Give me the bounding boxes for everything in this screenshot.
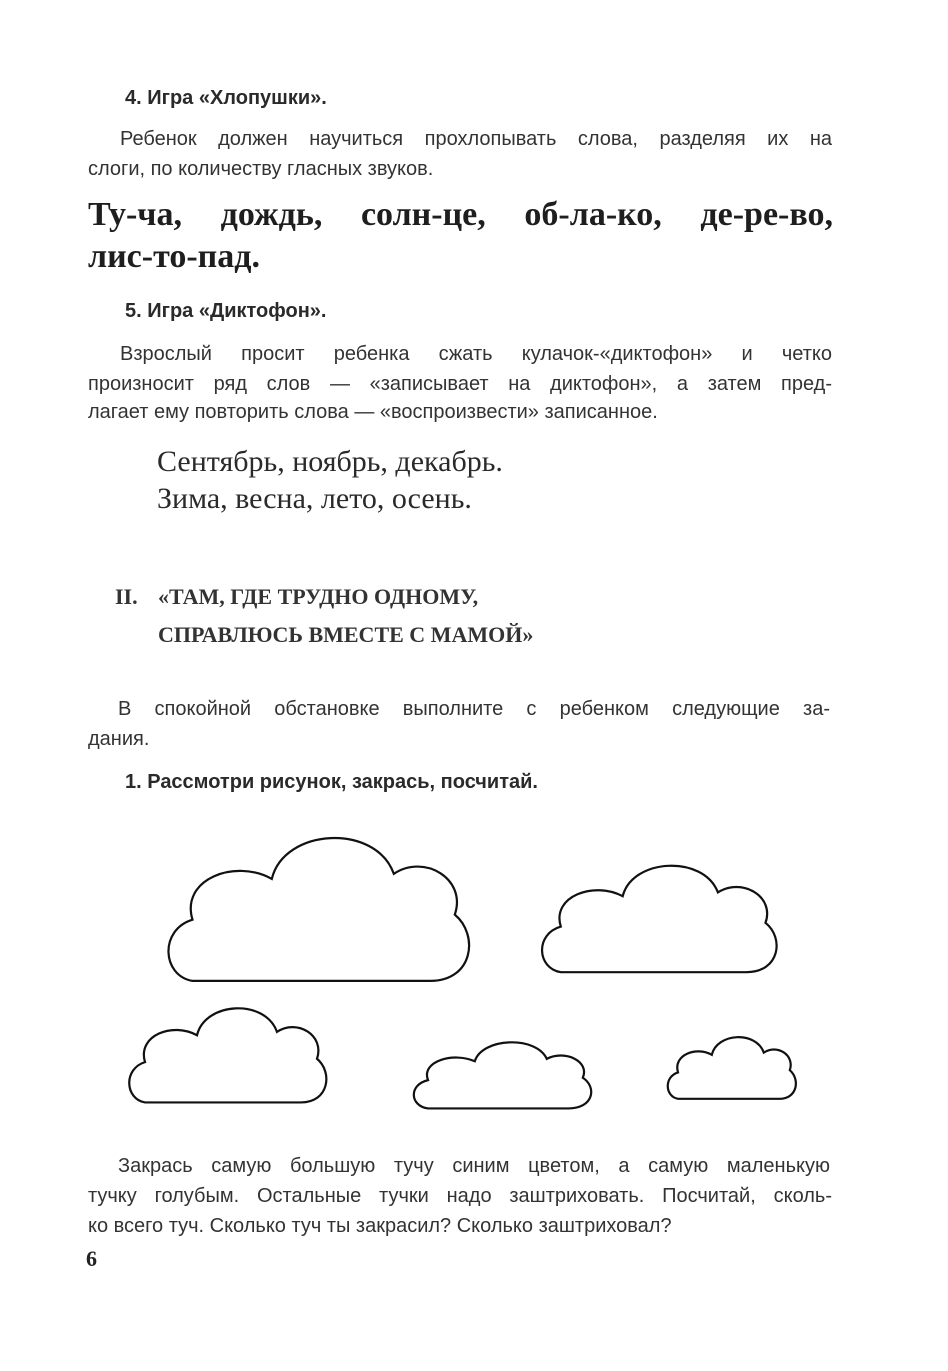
cloud-medium-left [129, 1008, 326, 1102]
game4-heading: 4. Игра «Хлопушки». [125, 87, 327, 109]
page-number: 6 [86, 1246, 97, 1271]
task1-text-line: Закрась самую большую тучу синим цветом, а самую маленькую [118, 1155, 830, 1177]
game5-words-line: Зима, весна, лето, осень. [157, 482, 472, 515]
cloud-smallest [668, 1037, 796, 1099]
section-title-line: СПРАВЛЮСЬ ВМЕСТЕ С МАМОЙ» [158, 622, 534, 647]
section-numeral: II. [115, 584, 138, 609]
cloud-small-center [414, 1042, 591, 1108]
game5-text-line: произносит ряд слов — «записывает на диктофон», а затем пред- [88, 373, 832, 395]
game4-text-line: слоги, по количеству гласных звуков. [88, 158, 434, 180]
game5-text-line: лагает ему повторить слова — «воспроизвести» записанное. [88, 401, 658, 423]
task1-text-line: тучку голубым. Остальные тучки надо заштриховать. Посчитай, сколь- [88, 1185, 832, 1207]
task1-text-line: ко всего туч. Сколько туч ты закрасил? Сколько заштриховал? [88, 1215, 672, 1237]
cloud-large [168, 838, 469, 981]
section-intro-line: дания. [88, 728, 150, 750]
game5-heading: 5. Игра «Диктофон». [125, 300, 327, 322]
section-intro-line: В спокойной обстановке выполните с ребенком следующие за- [118, 698, 830, 720]
game4-words-line: Ту-ча, дождь, солн-це, об-ла-ко, де-ре-во, [88, 196, 833, 233]
game5-text-line: Взрослый просит ребенка сжать кулачок-«диктофон» и четко [120, 343, 832, 365]
task1-heading: 1. Рассмотри рисунок, закрась, посчитай. [125, 771, 538, 793]
game4-text-line: Ребенок должен научиться прохлопывать слова, разделяя их на [120, 128, 832, 150]
game4-words-line: лис-то-пад. [88, 238, 260, 275]
cloud-medium-right [542, 866, 777, 972]
section-title-line: «ТАМ, ГДЕ ТРУДНО ОДНОМУ, [158, 584, 479, 609]
game5-words-line: Сентябрь, ноябрь, декабрь. [157, 445, 503, 478]
